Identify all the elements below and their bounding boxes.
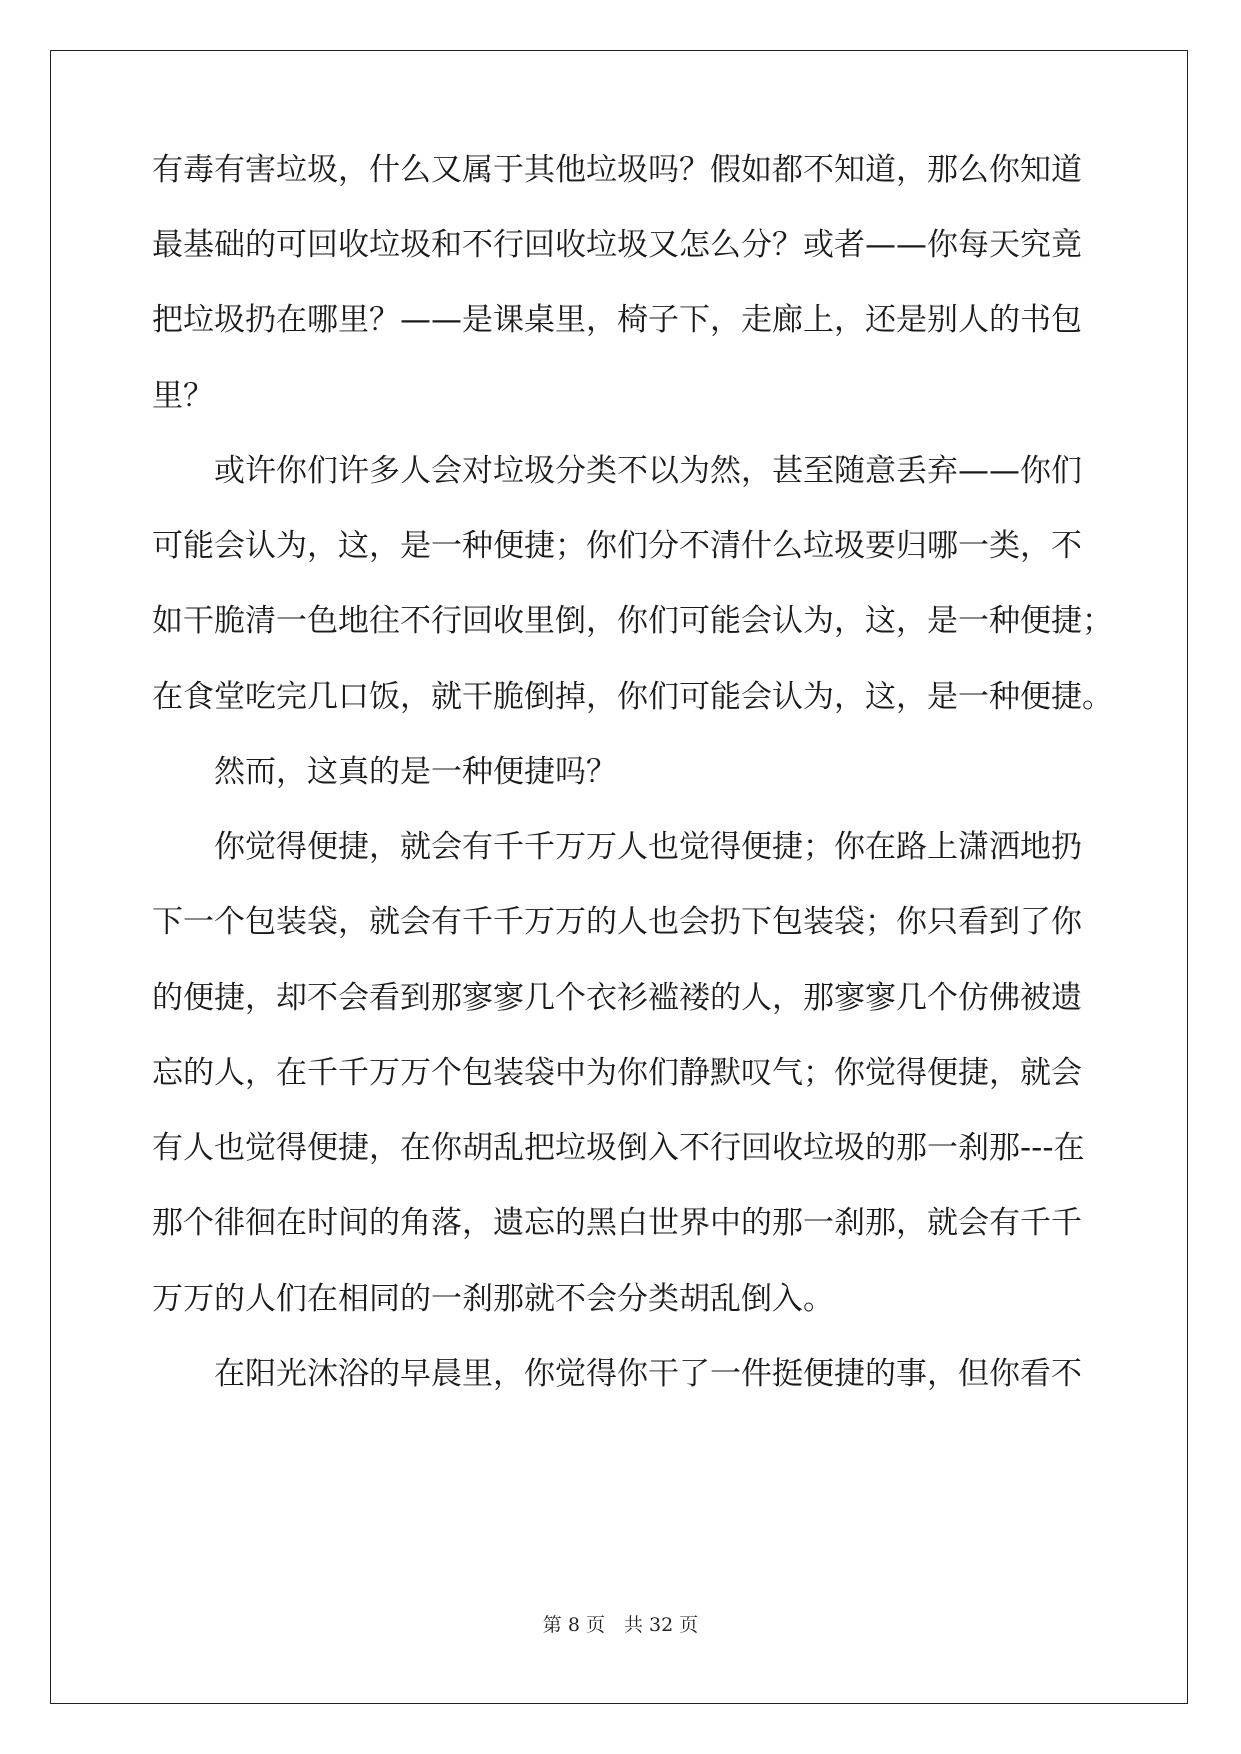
text-line: 可能会认为，这，是一种便捷；你们分不清什么垃圾要归哪一类，不 bbox=[152, 528, 1082, 564]
text-line: 里？ bbox=[152, 378, 214, 414]
text-line: 在食堂吃完几口饭，就干脆倒掉，你们可能会认为，这，是一种便捷。 bbox=[152, 679, 1113, 715]
paragraph-start-line: 或许你们许多人会对垃圾分类不以为然，甚至随意丢弃——你们 bbox=[214, 453, 1082, 489]
text-line: 下一个包装袋，就会有千千万万的人也会扔下包装袋；你只看到了你 bbox=[152, 904, 1082, 940]
page-border bbox=[50, 50, 1188, 1704]
text-line: 的便捷，却不会看到那寥寥几个衣衫褴褛的人，那寥寥几个仿佛被遗 bbox=[152, 980, 1082, 1016]
text-line: 把垃圾扔在哪里？——是课桌里，椅子下，走廊上，还是别人的书包 bbox=[152, 302, 1082, 338]
text-line: 最基础的可回收垃圾和不行回收垃圾又怎么分？或者——你每天究竟 bbox=[152, 227, 1082, 263]
text-line: 有毒有害垃圾，什么又属于其他垃圾吗？假如都不知道，那么你知道 bbox=[152, 152, 1082, 188]
paragraph-start-line: 在阳光沐浴的早晨里，你觉得你干了一件挺便捷的事，但你看不 bbox=[214, 1356, 1082, 1392]
text-line: 那个徘徊在时间的角落，遗忘的黑白世界中的那一刹那，就会有千千 bbox=[152, 1205, 1082, 1241]
text-line: 如干脆清一色地往不行回收里倒，你们可能会认为，这，是一种便捷； bbox=[152, 603, 1113, 639]
text-line: 有人也觉得便捷，在你胡乱把垃圾倒入不行回收垃圾的那一刹那---在 bbox=[152, 1130, 1085, 1166]
paragraph-start-line: 然而，这真的是一种便捷吗？ bbox=[214, 754, 617, 790]
text-line: 忘的人，在千千万万个包装袋中为你们静默叹气；你觉得便捷，就会 bbox=[152, 1055, 1082, 1091]
page-number-footer: 第 8 页 共 32 页 bbox=[542, 1614, 699, 1636]
paragraph-start-line: 你觉得便捷，就会有千千万万人也觉得便捷；你在路上潇洒地扔 bbox=[214, 829, 1082, 865]
text-line: 万万的人们在相同的一刹那就不会分类胡乱倒入。 bbox=[152, 1281, 834, 1317]
